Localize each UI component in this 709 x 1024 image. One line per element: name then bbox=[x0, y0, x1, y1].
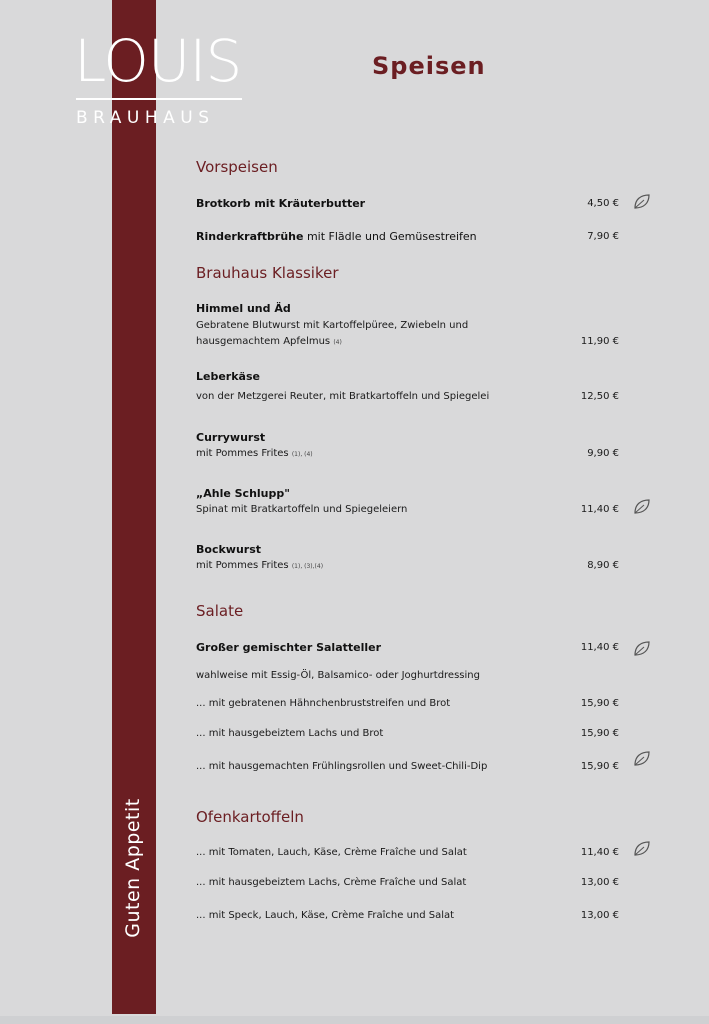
section-title-salate: Salate bbox=[196, 602, 244, 620]
logo bbox=[74, 27, 244, 132]
item-desc: Gebratene Blutwurst mit Kartoffelpüree, Zwiebeln und bbox=[196, 320, 469, 331]
section-title-ofenkartoffeln: Ofenkartoffeln bbox=[196, 808, 304, 826]
item-price: 11,40 € bbox=[580, 504, 619, 515]
leaf-icon bbox=[632, 193, 652, 211]
item-desc: ... mit gebratenen Hähnchenbruststreifen und Brot bbox=[196, 698, 451, 709]
item-price: 11,40 € bbox=[580, 642, 619, 653]
item-price: 13,00 € bbox=[580, 910, 619, 921]
item-price: 11,40 € bbox=[580, 847, 619, 858]
item-desc bbox=[196, 448, 313, 459]
leaf-icon bbox=[632, 750, 652, 768]
page-title: Speisen bbox=[372, 52, 486, 80]
item-desc: von der Metzgerei Reuter, mit Bratkartoffeln und Spiegelei bbox=[196, 391, 490, 402]
logo-rule bbox=[76, 98, 242, 100]
item-desc: wahlweise mit Essig-Öl, Balsamico- oder Joghurtdressing bbox=[196, 670, 480, 681]
allergen-note: (1), (3),(4) bbox=[291, 563, 324, 570]
item-desc bbox=[196, 336, 342, 347]
item-desc: ... mit hausgemachten Frühlingsrollen und Sweet-Chili-Dip bbox=[196, 761, 488, 772]
leaf-icon bbox=[632, 498, 652, 516]
item-desc: ... mit hausgebeiztem Lachs, Crème Fraîche und Salat bbox=[196, 877, 467, 888]
item-name: Bockwurst bbox=[196, 543, 262, 556]
section-title-klassiker: Brauhaus Klassiker bbox=[196, 264, 339, 282]
item-desc-text: mit Pommes Frites bbox=[196, 448, 289, 459]
leaf-icon bbox=[632, 640, 652, 658]
item-price: 11,90 € bbox=[580, 336, 619, 347]
logo-subtitle: BRAUHAUS bbox=[76, 108, 215, 128]
section-title-vorspeisen: Vorspeisen bbox=[196, 158, 278, 176]
item-price: 15,90 € bbox=[580, 728, 619, 739]
leaf-icon bbox=[632, 840, 652, 858]
item-name: „Ahle Schlupp" bbox=[196, 487, 290, 500]
item-name: Großer gemischter Salatteller bbox=[196, 641, 382, 654]
item-price: 9,90 € bbox=[587, 448, 619, 459]
bottom-strip bbox=[0, 1016, 709, 1024]
item-desc-text: mit Pommes Frites bbox=[196, 560, 289, 571]
allergen-note: (4) bbox=[333, 339, 342, 346]
item-desc: Spinat mit Bratkartoffeln und Spiegeleiern bbox=[196, 504, 408, 515]
item-desc-text: hausgemachtem Apfelmus bbox=[196, 336, 331, 347]
item-price: 13,00 € bbox=[580, 877, 619, 888]
item-price: 15,90 € bbox=[580, 761, 619, 772]
item-price: 8,90 € bbox=[587, 560, 619, 571]
item-name-bold: Rinderkraftbrühe bbox=[196, 230, 304, 243]
item-desc bbox=[196, 560, 323, 571]
allergen-note: (1), (4) bbox=[291, 451, 313, 458]
item-price: 12,50 € bbox=[580, 391, 619, 402]
item-name bbox=[196, 230, 477, 243]
item-desc: ... mit hausgebeiztem Lachs und Brot bbox=[196, 728, 384, 739]
side-text: Guten Appetit bbox=[122, 798, 144, 938]
item-name: Himmel und Äd bbox=[196, 302, 291, 315]
item-desc: ... mit Tomaten, Lauch, Käse, Crème Fraîche und Salat bbox=[196, 847, 467, 858]
item-price: 7,90 € bbox=[587, 231, 619, 242]
item-price: 15,90 € bbox=[580, 698, 619, 709]
item-name-rest: mit Flädle und Gemüsestreifen bbox=[303, 230, 477, 243]
item-name: Brotkorb mit Kräuterbutter bbox=[196, 197, 366, 210]
item-name: Leberkäse bbox=[196, 370, 260, 383]
item-price: 4,50 € bbox=[587, 198, 619, 209]
item-name: Currywurst bbox=[196, 431, 266, 444]
logo-word: LOUIS bbox=[74, 27, 242, 95]
item-desc: ... mit Speck, Lauch, Käse, Crème Fraîche und Salat bbox=[196, 910, 455, 921]
